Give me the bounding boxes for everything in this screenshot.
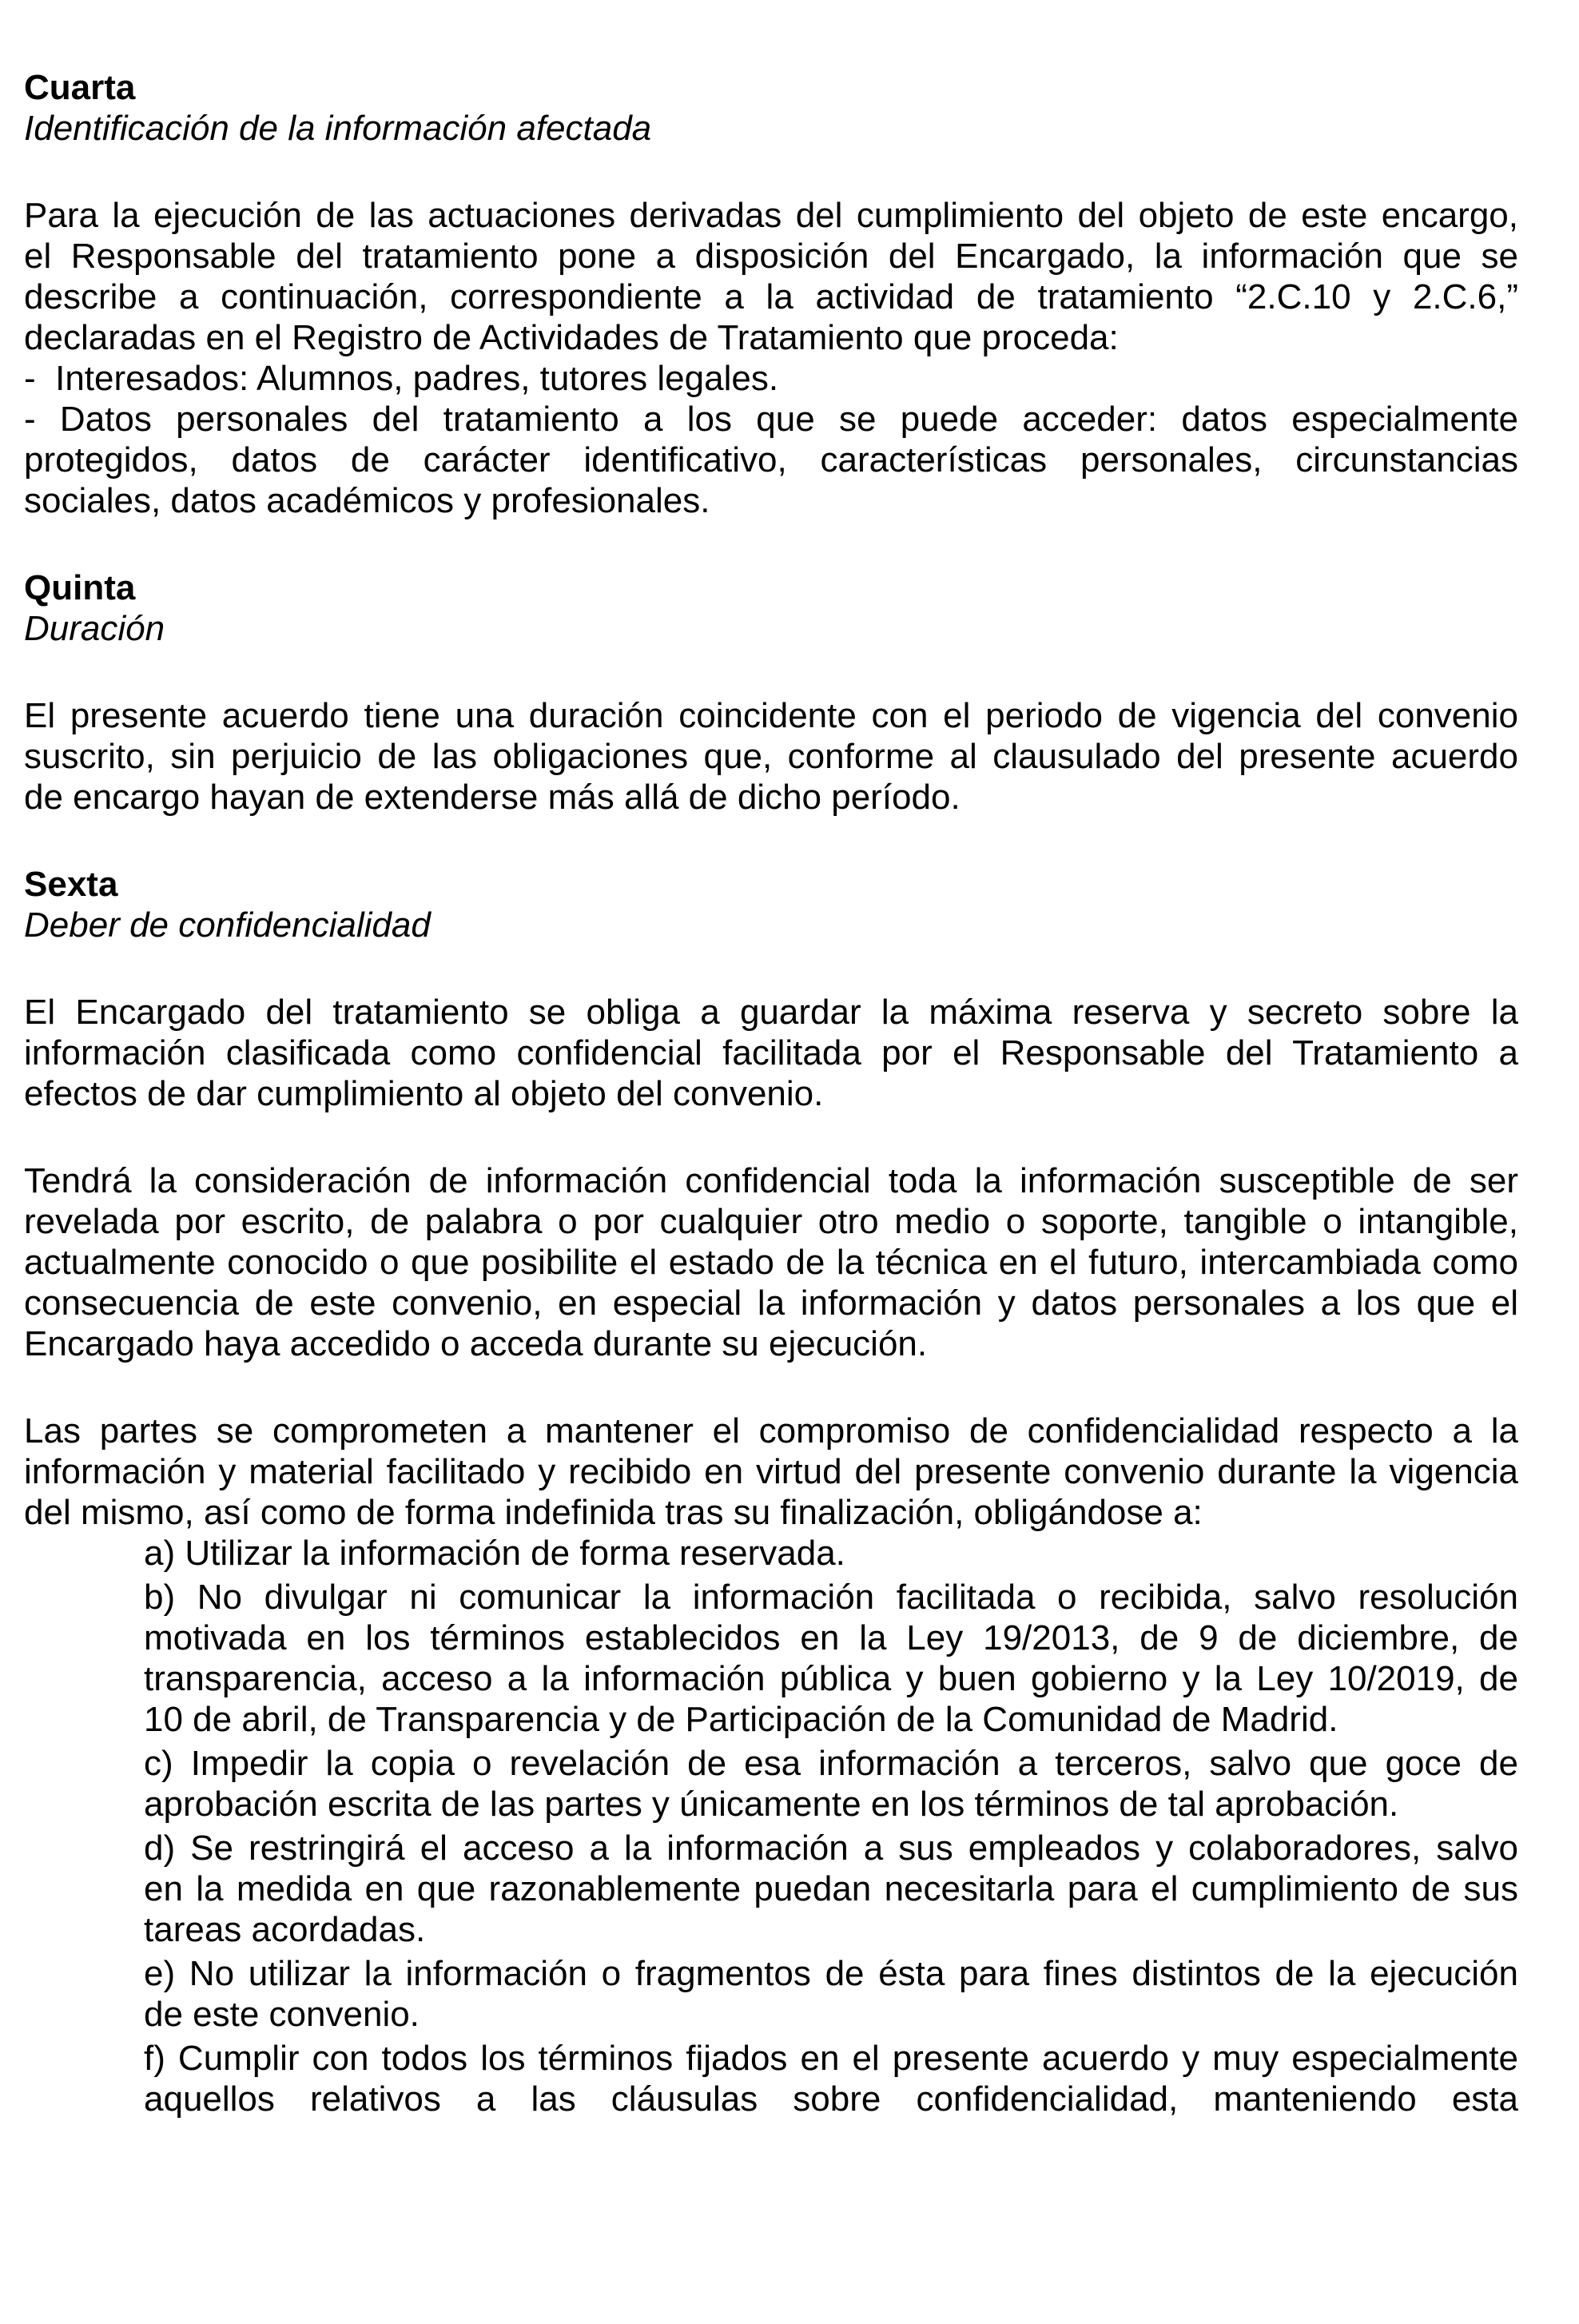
clause-sexta-header — [24, 864, 1518, 945]
list-item-line: a) Utilizar la información de forma reservada. — [144, 1534, 845, 1573]
list-item-c — [144, 1743, 1518, 1825]
clause-subtitle: Duración — [24, 609, 165, 648]
paragraph-duracion — [24, 695, 1518, 818]
list-item-line: b) No divulgar ni comunicar la información facilitada o recibida, salvo resolución — [144, 1578, 1518, 1617]
list-item-a — [144, 1533, 1518, 1574]
clause-subtitle: Deber de confidencialidad — [24, 905, 431, 945]
list-item-line: aquellos relativos a las cláusulas sobre confidencialidad, manteniendo esta — [144, 2079, 1518, 2119]
paragraph-line: declaradas en el Registro de Actividades de Tratamiento que proceda: — [24, 318, 1119, 357]
list-item-d — [144, 1828, 1518, 1950]
paragraph-line: describe a continuación, correspondiente a la actividad de tratamiento “2.C.10 y 2.C.6,” — [24, 277, 1518, 316]
paragraph-line: Para la ejecución de las actuaciones derivadas del cumplimiento del objeto de este encargo, — [24, 196, 1518, 235]
paragraph-informacion-confidencial — [24, 1160, 1518, 1364]
paragraph-line: actualmente conocido o que posibilite el estado de la técnica en el futuro, intercambiada como — [24, 1243, 1518, 1282]
paragraph-line: protegidos, datos de carácter identificativo, características personales, circunstancias — [24, 440, 1518, 480]
list-item-line: transparencia, acceso a la información pública y buen gobierno y la Ley 10/2019, de — [144, 1659, 1518, 1698]
list-item-line: en la medida en que razonablemente puedan necesitarla para el cumplimiento de sus — [144, 1869, 1518, 1908]
paragraph-line: consecuencia de este convenio, en especial la información y datos personales a los que el — [24, 1283, 1518, 1323]
clause-subtitle: Identificación de la información afectada — [24, 109, 652, 148]
clause-quinta-header — [24, 567, 1518, 649]
paragraph-line: el Responsable del tratamiento pone a disposición del Encargado, la información que se — [24, 237, 1518, 276]
list-item-line: e) No utilizar la información o fragmentos de ésta para fines distintos de la ejecución — [144, 1954, 1518, 1993]
paragraph-line: Las partes se comprometen a mantener el compromiso de confidencialidad respecto a la — [24, 1411, 1518, 1451]
paragraph-line: Tendrá la consideración de información confidencial toda la información susceptible de ser — [24, 1161, 1518, 1200]
paragraph-reserva-secreto — [24, 992, 1518, 1114]
paragraph-line: El Encargado del tratamiento se obliga a guardar la máxima reserva y secreto sobre la — [24, 993, 1518, 1032]
list-item-f — [144, 2038, 1518, 2119]
paragraph-compromiso — [24, 1411, 1518, 1533]
paragraph-line: El presente acuerdo tiene una duración coincidente con el periodo de vigencia del convenio — [24, 696, 1518, 735]
paragraph-line: efectos de dar cumplimiento al objeto del convenio. — [24, 1074, 824, 1113]
paragraph-line: información y material facilitado y recibido en virtud del presente convenio durante la vigencia — [24, 1452, 1518, 1491]
list-item-line: aprobación escrita de las partes y únicamente en los términos de tal aprobación. — [144, 1785, 1399, 1824]
list-item-line: de este convenio. — [144, 1995, 420, 2034]
clause-title: Cuarta — [24, 68, 136, 107]
list-item-e — [144, 1953, 1518, 2035]
list-item-b — [144, 1577, 1518, 1740]
list-item-line: d) Se restringirá el acceso a la información a sus empleados y colaboradores, salvo — [144, 1829, 1518, 1868]
clause-title: Sexta — [24, 865, 118, 904]
bullet-line-datos-personales: - Datos personales del tratamiento a los que se puede acceder: datos especialmente — [24, 400, 1518, 439]
clause-cuarta-header — [24, 67, 1518, 149]
list-item-line: f) Cumplir con todos los términos fijados en el presente acuerdo y muy especialmente — [144, 2039, 1518, 2078]
paragraph-line: revelada por escrito, de palabra o por cualquier otro medio o soporte, tangible o intangible, — [24, 1202, 1518, 1241]
paragraph-line: Encargado haya accedido o acceda durante su ejecución. — [24, 1324, 928, 1363]
obligations-list — [144, 1533, 1518, 2119]
clause-title: Quinta — [24, 568, 136, 607]
list-item-line: tareas acordadas. — [144, 1910, 426, 1949]
paragraph-line: sociales, datos académicos y profesionales. — [24, 481, 710, 520]
paragraph-line: información clasificada como confidencial facilitada por el Responsable del Tratamiento a — [24, 1033, 1518, 1072]
list-item-line: c) Impedir la copia o revelación de esa información a terceros, salvo que goce de — [144, 1744, 1518, 1783]
paragraph-line: suscrito, sin perjuicio de las obligaciones que, conforme al clausulado del presente acuerdo — [24, 737, 1518, 776]
list-item-line: motivada en los términos establecidos en la Ley 19/2013, de 9 de diciembre, de — [144, 1618, 1518, 1657]
list-item-line: 10 de abril, de Transparencia y de Participación de la Comunidad de Madrid. — [144, 1700, 1338, 1739]
paragraph-line: de encargo hayan de extenderse más allá de dicho período. — [24, 778, 961, 817]
bullet-line-interesados: - Interesados: Alumnos, padres, tutores legales. — [24, 359, 779, 398]
paragraph-informacion-afectada — [24, 195, 1518, 521]
paragraph-line: del mismo, así como de forma indefinida tras su finalización, obligándose a: — [24, 1493, 1203, 1532]
